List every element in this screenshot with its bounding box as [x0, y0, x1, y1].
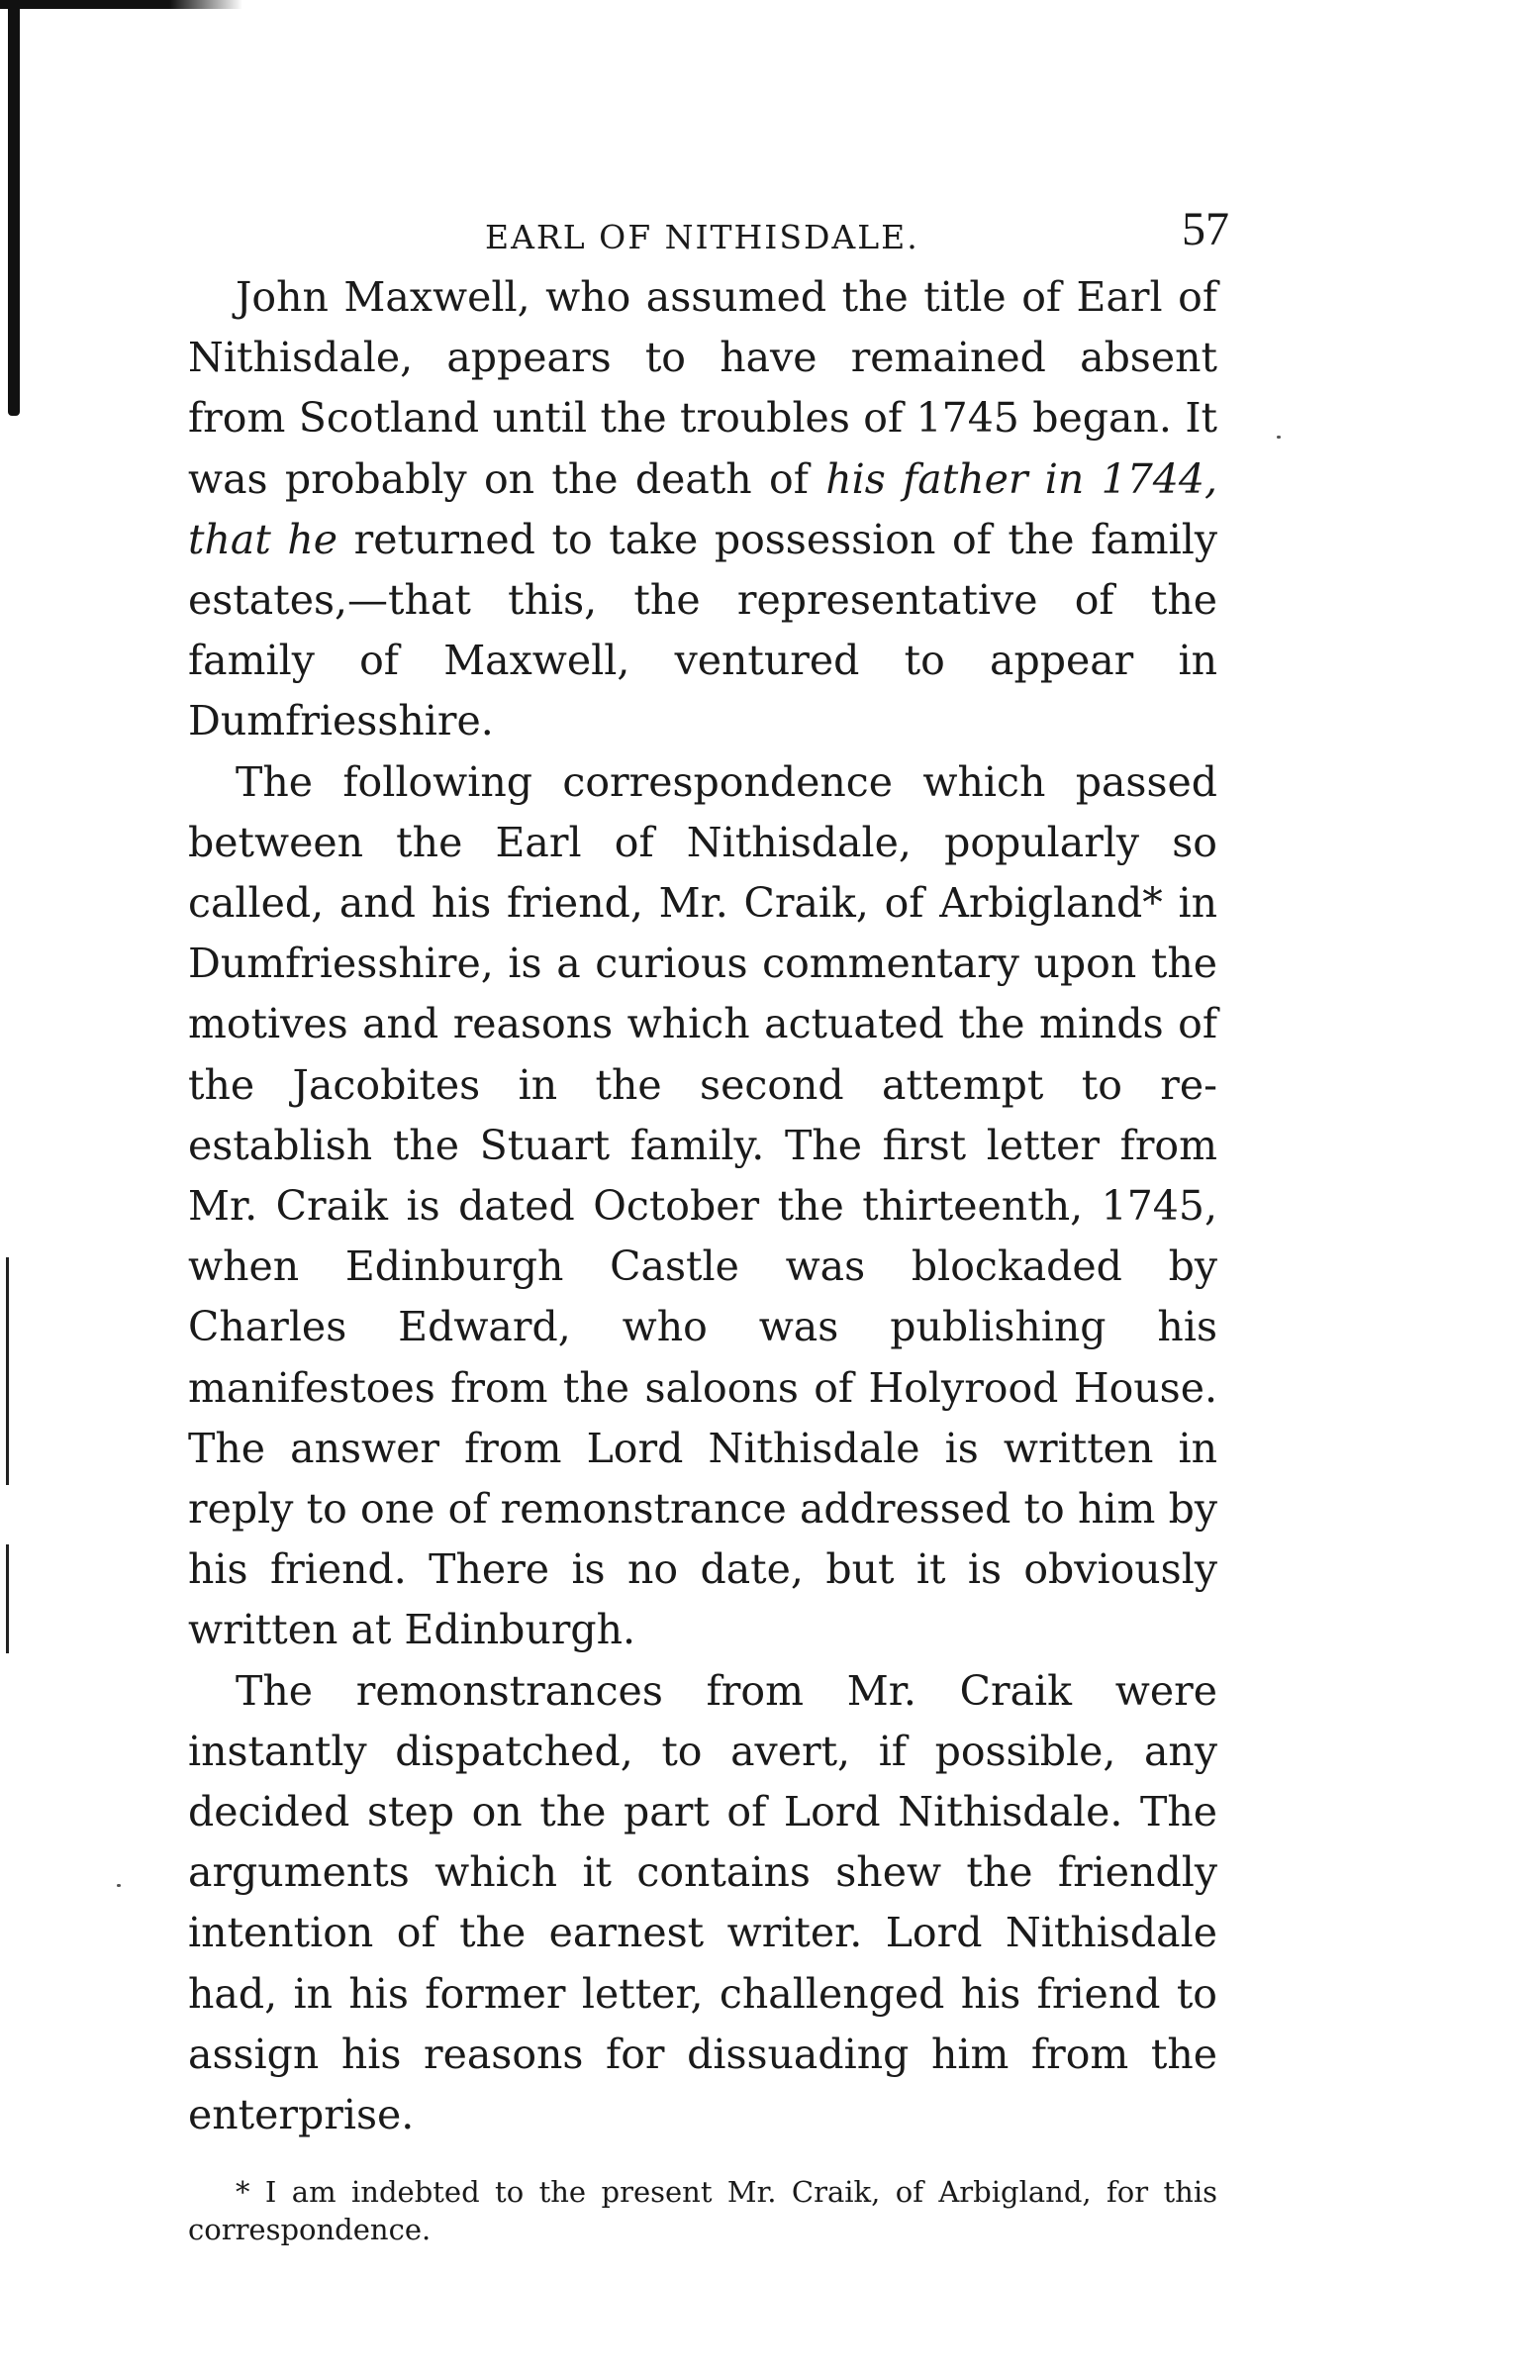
scan-edge-top	[0, 0, 242, 9]
footnote: * I am indebted to the present Mr. Craik, of Arbigland, for this correspondence.	[188, 2175, 1217, 2247]
running-title: EARL OF NITHISDALE.	[485, 218, 919, 256]
scan-edge-mark	[6, 1257, 9, 1485]
book-page	[188, 198, 1229, 2248]
body-text	[188, 267, 1217, 2145]
page-number: 57	[1182, 203, 1229, 255]
paragraph-1	[188, 267, 1217, 752]
paragraph-1-text-end: returned to take possession of the family estates,—that this, the representative of the family of Maxwell, ventured to appear in Dumfriesshire.	[188, 515, 1217, 745]
scan-speck	[1277, 436, 1281, 439]
scan-edge-mark	[6, 1544, 9, 1653]
running-header	[188, 198, 1229, 267]
scan-edge-left	[8, 0, 20, 416]
scan-speck	[117, 1884, 121, 1887]
paragraph-1-italic-text: his father in 1744, that he	[188, 454, 1217, 563]
paragraph-2: The following correspondence which passed between the Earl of Nithisdale, popularly so called, and his friend, Mr. Craik, of Arbigland* in Dumfriesshire, is a curious commentary upon the motives and reasons which actuated the minds of the Jacobites in the second attempt to re-establish the Stuart family. The first letter from Mr. Craik is dated October the thirteenth, 1745, when Edinburgh Castle was blockaded by Charles Edward, who was publishing his manifestoes from the saloons of Holyrood House. The answer from Lord Nithisdale is written in reply to one of remonstrance addressed to him by his friend. There is no date, but it is obviously written at Edinburgh.	[188, 757, 1217, 1654]
paragraph-3: The remonstrances from Mr. Craik were instantly dispatched, to avert, if possible, any decided step on the part of Lord Nithisdale. The arguments which it contains shew the friendly intention of the earnest writer. Lord Nithisdale had, in his former letter, challenged his friend to assign his reasons for dissuading him from the enterprise.	[188, 1666, 1217, 2139]
paragraph-1-text: John Maxwell, who assumed the title of Earl of Nithisdale, appears to have remained absent from Scotland until the troubles of 1745 began. It was probably on the death of	[188, 273, 1217, 503]
